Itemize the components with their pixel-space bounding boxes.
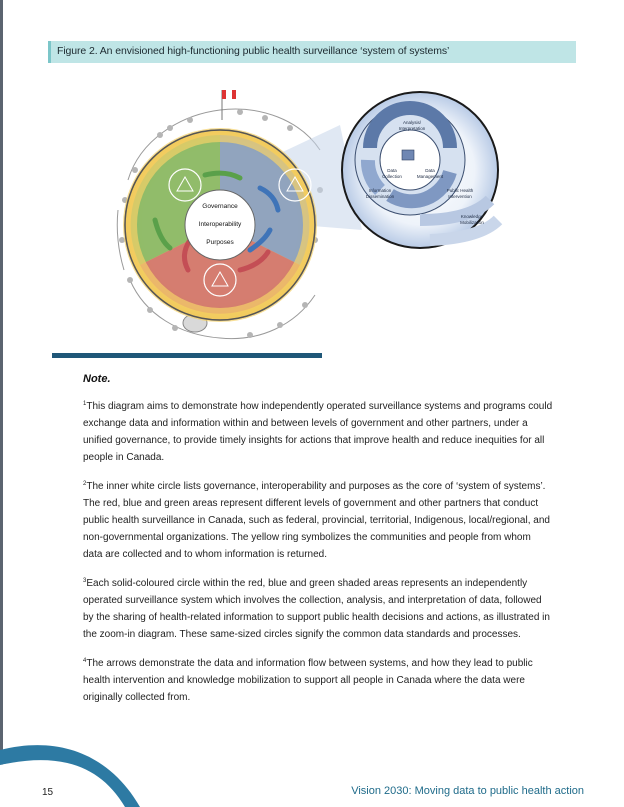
core-circle: [185, 190, 255, 260]
core-label-purposes: Purposes: [206, 239, 234, 246]
note-text: The inner white circle lists governance, interoperability and purposes as the core of ‘system of systems’. The red, blue and green areas represent different levels of government and other partners that conduct public health surveillance in Canada, such as federal, provincial, territorial, Indigenous, local/regional, and non-governmental organizations. The yellow ring symbolizes the communities and people from whom data are collected and to whom information is returned.: [83, 481, 550, 560]
note-title: Note.: [83, 373, 111, 385]
core-label-governance: Governance: [202, 203, 238, 210]
footnote-number: 4: [83, 658, 87, 664]
figure-caption-banner: [48, 41, 576, 63]
footer-title: Vision 2030: Moving data to public health action: [351, 785, 584, 797]
cycle-label-knowledge: Knowledge: [460, 214, 484, 219]
cycle-label-information: Information: [368, 188, 392, 193]
cycle-label-data-collection-1: Data: [387, 168, 397, 173]
page-number: 15: [42, 787, 54, 798]
page-left-border: [0, 0, 3, 807]
note-text: This diagram aims to demonstrate how independently operated surveillance systems and programs could exchange data and information within and between levels of government and other partners, under a unified governance, to provide timely insights for actions that improve health and reduce inequities for all people in Canada.: [83, 401, 553, 463]
note-paragraph-4: [83, 655, 553, 706]
cycle-label-intervention: Intervention: [448, 194, 472, 199]
note-paragraph-1: [83, 398, 553, 466]
note-text: The arrows demonstrate the data and information flow between systems, and how they lead to public health intervention and knowledge mobilization to support all people in Canada where the data were originally collected from.: [83, 658, 533, 703]
footnote-number: 1: [83, 401, 87, 407]
note-paragraphs: [83, 398, 553, 718]
canada-flag-icon: [222, 90, 236, 120]
zoom-in-cycle: [342, 92, 498, 248]
note-paragraph-2: [83, 478, 553, 563]
cycle-label-interpretation: Interpretation: [398, 126, 426, 131]
cycle-label-mobilization: Mobilization: [460, 220, 484, 225]
footer-wave-decoration: [0, 730, 260, 807]
figure-caption: Figure 2. An envisioned high-functioning public health surveillance ‘system of systems’: [57, 45, 450, 57]
footnote-number: 3: [83, 578, 87, 584]
cycle-label-data-collection-2: Collection: [382, 174, 402, 179]
cycle-label-analysis: Analysis/: [402, 120, 422, 125]
core-label-interoperability: Interoperability: [198, 221, 242, 228]
footnote-number: 2: [83, 481, 87, 487]
cycle-label-data-management-1: Data: [425, 168, 435, 173]
document-icon: [402, 150, 414, 160]
cycle-label-dissemination: Dissemination: [365, 194, 395, 199]
note-text: Each solid-coloured circle within the red, blue and green shaded areas represents an independently operated surveillance system which involves the collection, analysis, and interpretation of data, followed by the sharing of health-related information to support public health decisions and actions, as illustrated in the zoom-in diagram. These same-sized circles signify the common data standards and processes.: [83, 578, 550, 640]
section-divider: [52, 353, 322, 358]
note-paragraph-3: [83, 575, 553, 643]
cycle-label-data-management-2: Management: [416, 174, 444, 179]
cycle-label-public-health: Public Health: [446, 188, 474, 193]
system-of-systems-diagram: [100, 80, 540, 350]
